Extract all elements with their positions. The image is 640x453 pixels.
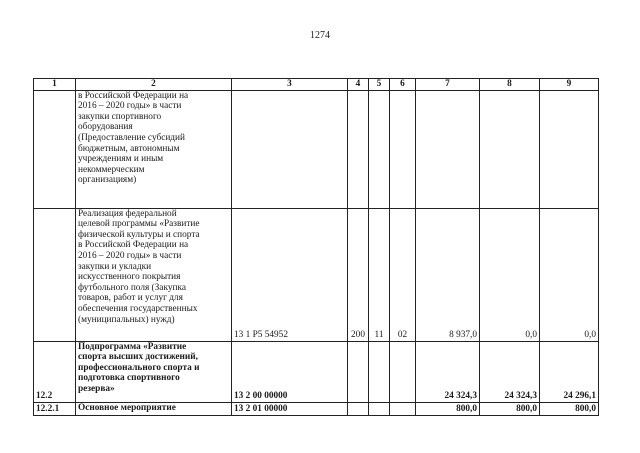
row-number (34, 90, 76, 208)
row-col5 (369, 402, 390, 415)
row-col9: 800,0 (540, 402, 599, 415)
row-description: Основное мероприятие (76, 402, 232, 415)
table-row (34, 90, 599, 208)
row-col9 (540, 90, 599, 208)
row-col5: 11 (369, 208, 390, 341)
header-cell: 9 (540, 79, 599, 91)
row-col8: 0,0 (480, 208, 540, 341)
row-code: 13 2 01 00000 (232, 402, 348, 415)
header-cell: 3 (232, 79, 348, 91)
row-col7: 8 937,0 (416, 208, 480, 341)
row-code: 13 1 P5 54952 (232, 208, 348, 341)
row-number: 12.2.1 (34, 402, 76, 415)
row-col6: 02 (390, 208, 416, 341)
row-col4 (348, 341, 369, 402)
row-col9: 24 296,1 (540, 341, 599, 402)
row-col8: 800,0 (480, 402, 540, 415)
row-col5 (369, 90, 390, 208)
row-number (34, 208, 76, 341)
table-row (34, 208, 599, 341)
row-col5 (369, 341, 390, 402)
row-description: в Российской Федерации на 2016 – 2020 годы» в части закупки спортивного оборудования (Предоставление субсидий бюджетным, автономным учреждениям и иным некоммерческим организациям) (76, 90, 232, 208)
row-code: 13 2 00 00000 (232, 341, 348, 402)
page-number: 1274 (310, 30, 330, 41)
header-cell: 2 (76, 79, 232, 91)
row-col4 (348, 90, 369, 208)
row-col8 (480, 90, 540, 208)
header-cell: 7 (416, 79, 480, 91)
row-col4: 200 (348, 208, 369, 341)
row-number: 12.2 (34, 341, 76, 402)
header-cell: 8 (480, 79, 540, 91)
row-description: Реализация федеральной целевой программы «Развитие физической культуры и спорта в Российской Федерации на 2016 – 2020 годы» в части закупки и укладки искусственного покрытия футбольного поля (Закупка товаров, работ и услуг для обеспечения государственных (муниципальных) нужд) (76, 208, 232, 341)
table-row (34, 341, 599, 402)
row-col6 (390, 402, 416, 415)
row-code (232, 90, 348, 208)
row-col6 (390, 90, 416, 208)
header-cell: 6 (390, 79, 416, 91)
budget-table (33, 78, 599, 416)
row-col4 (348, 402, 369, 415)
header-cell: 4 (348, 79, 369, 91)
row-col8: 24 324,3 (480, 341, 540, 402)
row-col7 (416, 90, 480, 208)
row-col7: 800,0 (416, 402, 480, 415)
header-cell: 5 (369, 79, 390, 91)
header-cell: 1 (34, 79, 76, 91)
header-row (34, 79, 599, 91)
row-col6 (390, 341, 416, 402)
row-col9: 0,0 (540, 208, 599, 341)
row-col7: 24 324,3 (416, 341, 480, 402)
table-row (34, 402, 599, 415)
row-description: Подпрограмма «Развитие спорта высших достижений, профессионального спорта и подготовка спортивного резерва» (76, 341, 232, 402)
